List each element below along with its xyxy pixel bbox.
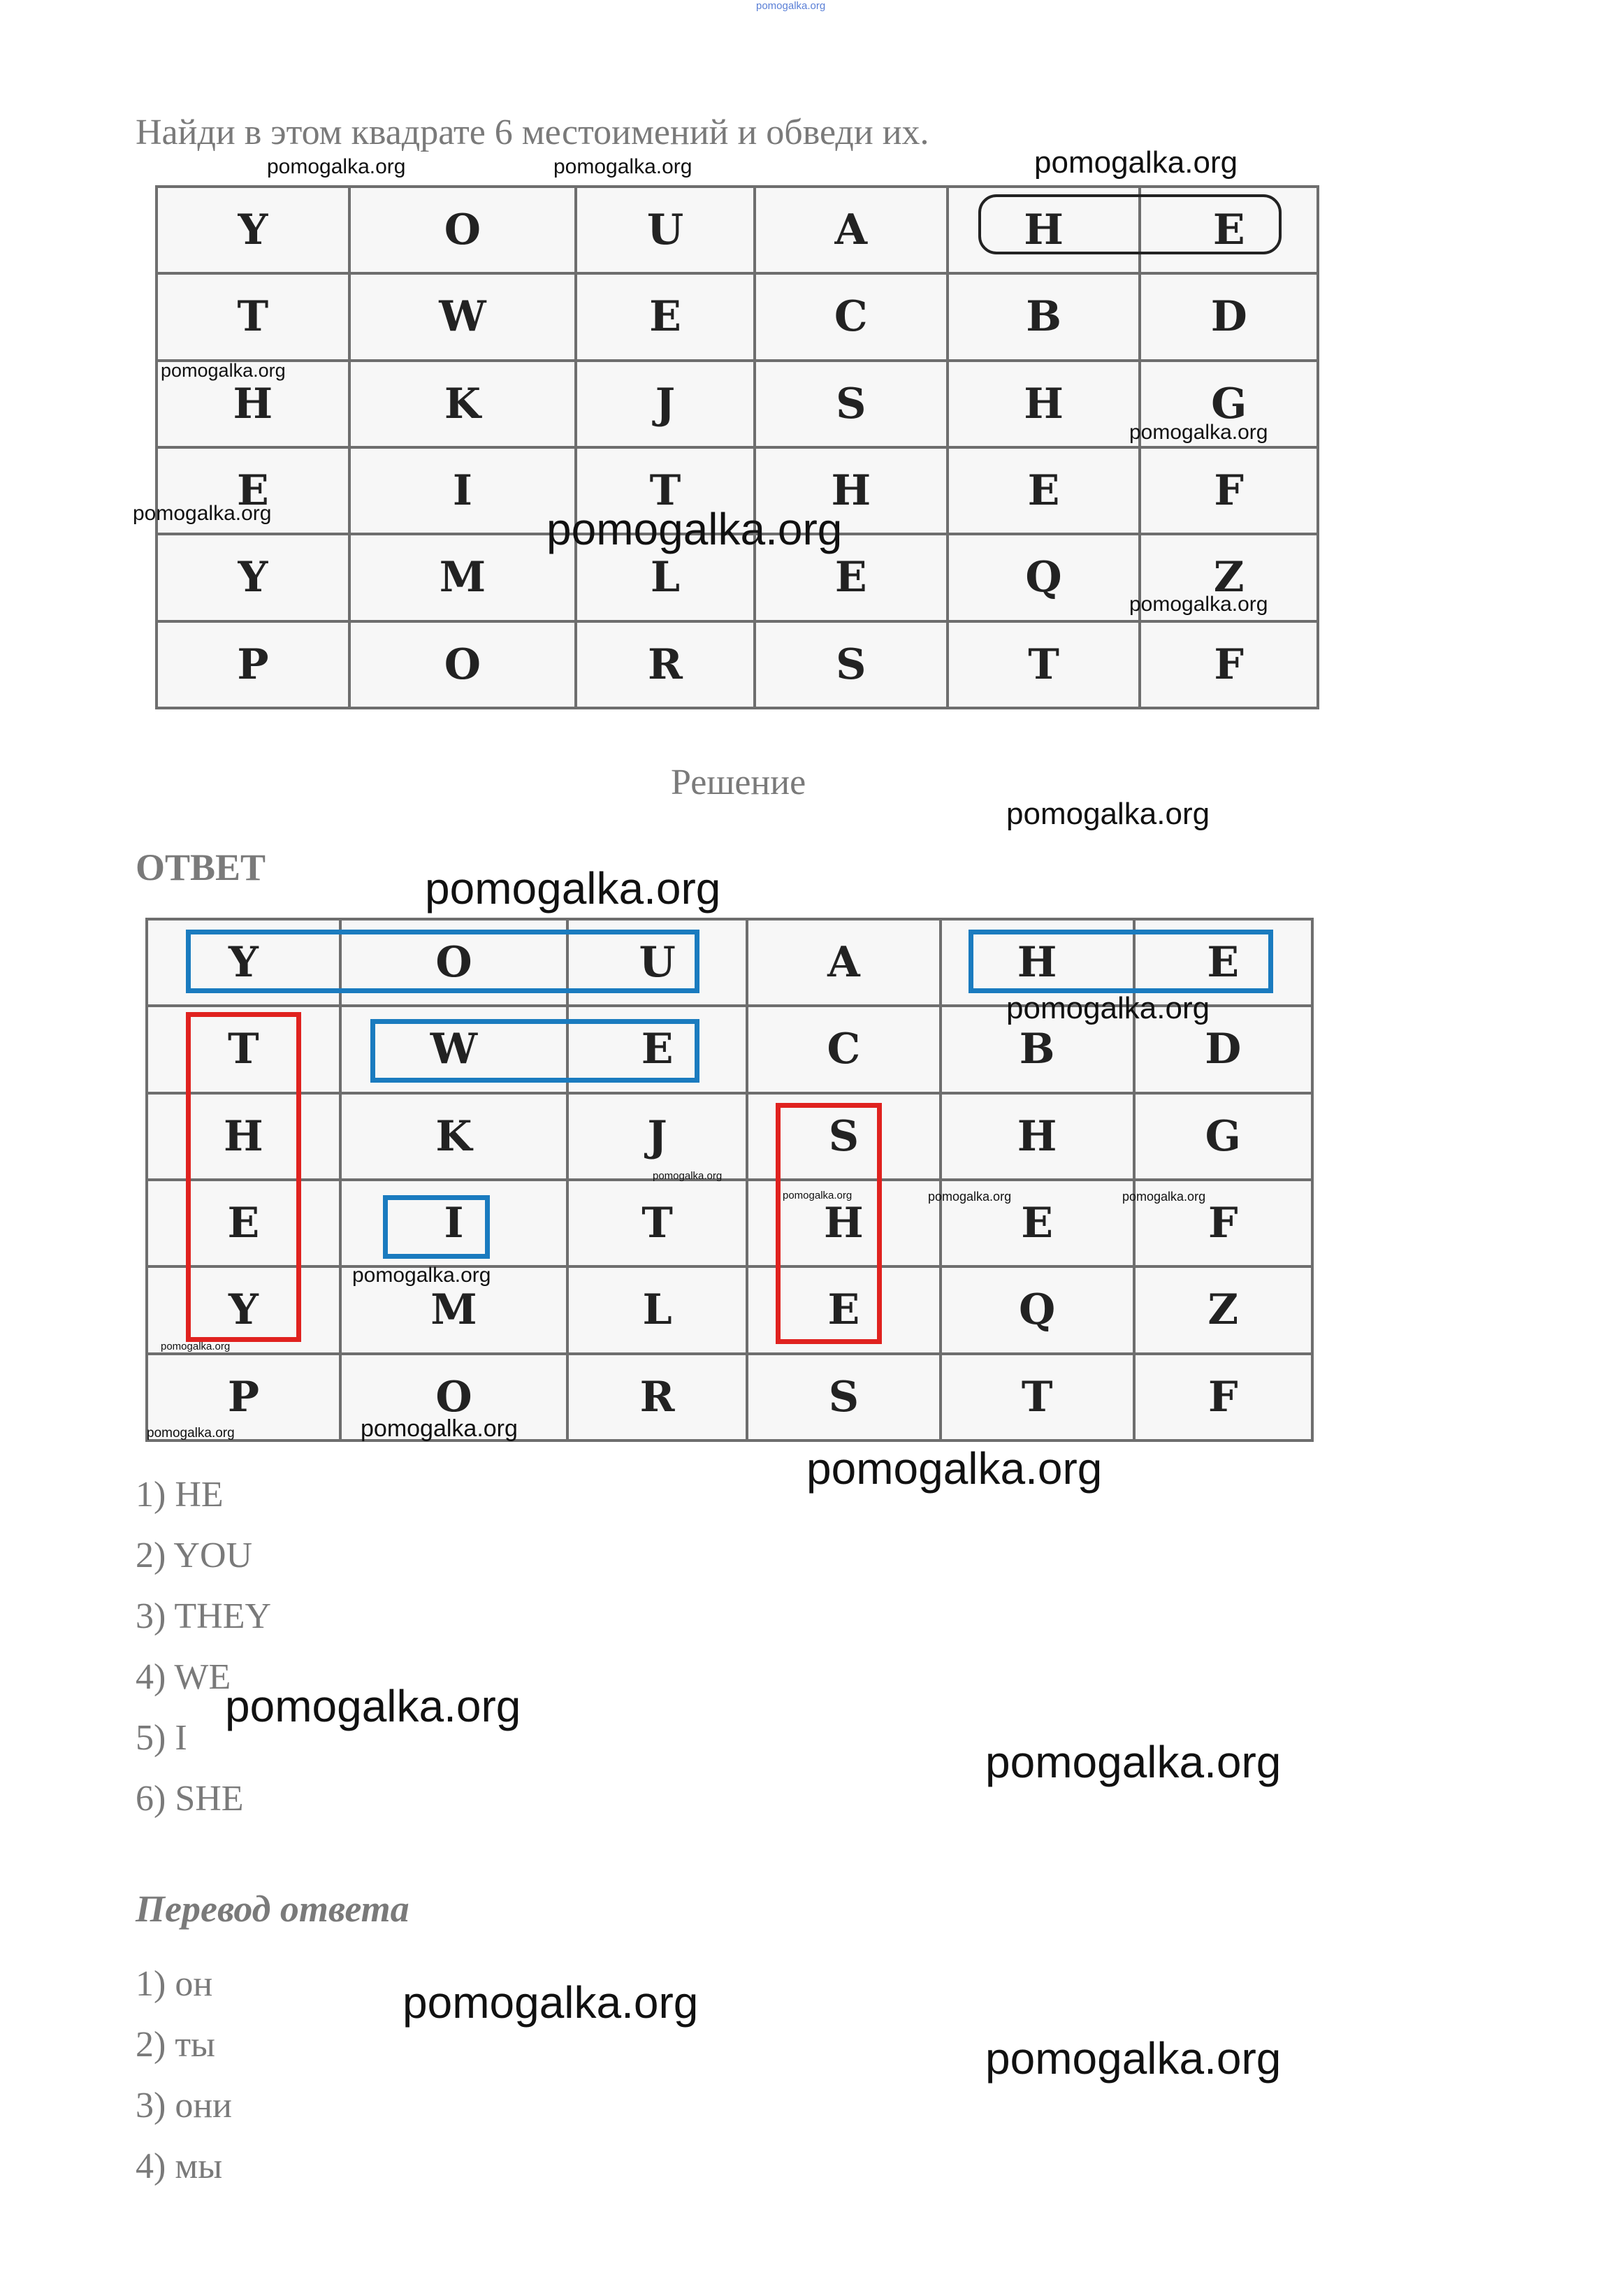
highlight-he <box>969 930 1273 993</box>
grid-cell: Y <box>157 534 349 621</box>
grid-cell: C <box>755 273 948 360</box>
grid-cell: S <box>755 361 948 447</box>
grid-cell: M <box>349 534 576 621</box>
grid-cell: Y <box>157 187 349 273</box>
grid-cell: O <box>340 1354 567 1441</box>
grid-cell: F <box>1140 621 1318 708</box>
watermark: pomogalka.org <box>985 1737 1282 1787</box>
example-highlight-he <box>978 194 1282 254</box>
grid-cell: J <box>567 1093 747 1180</box>
grid-cell: E <box>157 447 349 534</box>
grid-cell: O <box>349 621 576 708</box>
grid-cell: Z <box>1134 1266 1312 1353</box>
grid-cell: P <box>147 1354 340 1441</box>
grid-cell: T <box>157 273 349 360</box>
watermark: pomogalka.org <box>161 360 286 381</box>
grid-cell: K <box>340 1093 567 1180</box>
grid-row <box>147 1354 1312 1441</box>
grid-cell: G <box>1140 361 1318 447</box>
grid-cell: I <box>349 447 576 534</box>
grid-cell: S <box>747 1093 941 1180</box>
grid-row <box>147 1266 1312 1353</box>
grid-cell: R <box>567 1354 747 1441</box>
grid-cell: H <box>941 1093 1134 1180</box>
list-item: 1) HE <box>136 1475 224 1515</box>
list-item: 1) он <box>136 1964 213 2004</box>
watermark: pomogalka.org <box>352 1264 491 1287</box>
watermark: pomogalka.org <box>225 1681 521 1731</box>
task-instruction: Найди в этом квадрате 6 местоимений и обведи их. <box>136 113 929 152</box>
grid-cell: D <box>1134 1006 1312 1092</box>
grid-row <box>157 273 1318 360</box>
grid-cell: S <box>747 1354 941 1441</box>
grid-cell: I <box>340 1180 567 1266</box>
grid-cell: E <box>1140 187 1318 273</box>
grid-cell: H <box>948 361 1140 447</box>
solution-heading: Решение <box>671 763 806 802</box>
grid-cell: T <box>948 621 1140 708</box>
grid-cell: G <box>1134 1093 1312 1180</box>
grid-cell: F <box>1134 1180 1312 1266</box>
watermark: pomogalka.org <box>267 155 406 178</box>
grid-cell: R <box>576 621 755 708</box>
grid-cell: O <box>349 187 576 273</box>
grid-cell: E <box>567 1006 747 1092</box>
grid-cell: W <box>340 1006 567 1092</box>
watermark: pomogalka.org <box>553 155 692 178</box>
watermark: pomogalka.org <box>402 1977 699 2028</box>
answers-list <box>136 1464 271 1829</box>
highlight-i <box>383 1195 490 1259</box>
grid-cell: Z <box>1140 534 1318 621</box>
highlight-we <box>370 1019 699 1083</box>
grid-cell: T <box>576 447 755 534</box>
watermark: pomogalka.org <box>546 504 843 554</box>
grid-cell: H <box>948 187 1140 273</box>
top-watermark: pomogalka.org <box>756 0 826 12</box>
watermark: pomogalka.org <box>1006 991 1210 1025</box>
grid-cell: E <box>755 534 948 621</box>
watermark: pomogalka.org <box>928 1190 1012 1204</box>
grid-cell: A <box>747 919 941 1006</box>
grid-cell: Q <box>948 534 1140 621</box>
letter-grid-task <box>155 185 1319 709</box>
grid-cell: B <box>941 1006 1134 1092</box>
grid-cell: H <box>147 1093 340 1180</box>
grid-cell: H <box>157 361 349 447</box>
watermark: pomogalka.org <box>1034 145 1238 180</box>
grid-cell: P <box>157 621 349 708</box>
watermark: pomogalka.org <box>653 1170 723 1182</box>
watermark: pomogalka.org <box>806 1443 1103 1494</box>
watermark: pomogalka.org <box>985 2033 1282 2084</box>
grid-cell: W <box>349 273 576 360</box>
grid-cell: E <box>147 1180 340 1266</box>
translations-list <box>136 1954 232 2197</box>
grid-cell: U <box>567 919 747 1006</box>
watermark: pomogalka.org <box>1006 797 1210 831</box>
grid-cell: J <box>576 361 755 447</box>
watermark: pomogalka.org <box>361 1415 518 1442</box>
grid-cell: H <box>747 1180 941 1266</box>
grid-cell: Y <box>147 919 340 1006</box>
list-item: 2) ты <box>136 2025 215 2065</box>
grid-cell: O <box>340 919 567 1006</box>
list-item: 5) I <box>136 1718 187 1758</box>
grid-cell: F <box>1134 1354 1312 1441</box>
list-item: 6) SHE <box>136 1779 244 1819</box>
grid-cell: Q <box>941 1266 1134 1353</box>
list-item: 2) YOU <box>136 1536 253 1575</box>
grid-cell: H <box>755 447 948 534</box>
grid-row <box>147 1093 1312 1180</box>
grid-cell: A <box>755 187 948 273</box>
grid-cell: E <box>576 273 755 360</box>
grid-cell: L <box>567 1266 747 1353</box>
watermark: pomogalka.org <box>133 502 272 525</box>
list-item: 4) мы <box>136 2146 223 2186</box>
watermark: pomogalka.org <box>147 1426 235 1441</box>
list-item: 3) THEY <box>136 1596 272 1636</box>
highlight-they <box>186 1012 301 1342</box>
grid-row <box>157 621 1318 708</box>
grid-cell: K <box>349 361 576 447</box>
list-item: 4) WE <box>136 1657 231 1697</box>
grid-cell: D <box>1140 273 1318 360</box>
grid-cell: L <box>576 534 755 621</box>
grid-cell: F <box>1140 447 1318 534</box>
grid-cell: Y <box>147 1266 340 1353</box>
grid-cell: E <box>747 1266 941 1353</box>
grid-cell: U <box>576 187 755 273</box>
grid-cell: S <box>755 621 948 708</box>
grid-cell: M <box>340 1266 567 1353</box>
translation-heading: Перевод ответа <box>136 1888 409 1930</box>
grid-cell: E <box>941 1180 1134 1266</box>
watermark: pomogalka.org <box>161 1341 231 1352</box>
grid-cell: T <box>567 1180 747 1266</box>
grid-cell: E <box>1134 919 1312 1006</box>
watermark: pomogalka.org <box>425 863 721 914</box>
highlight-she <box>776 1103 882 1344</box>
grid-cell: E <box>948 447 1140 534</box>
watermark: pomogalka.org <box>1122 1190 1206 1204</box>
grid-cell: T <box>941 1354 1134 1441</box>
highlight-you <box>186 930 699 993</box>
grid-cell: C <box>747 1006 941 1092</box>
grid-cell: B <box>948 273 1140 360</box>
list-item: 3) они <box>136 2086 232 2125</box>
watermark: pomogalka.org <box>1129 421 1268 444</box>
grid-cell: T <box>147 1006 340 1092</box>
grid-cell: H <box>941 919 1134 1006</box>
watermark: pomogalka.org <box>783 1190 853 1201</box>
answer-heading: ОТВЕТ <box>136 846 266 888</box>
watermark: pomogalka.org <box>1129 593 1268 616</box>
